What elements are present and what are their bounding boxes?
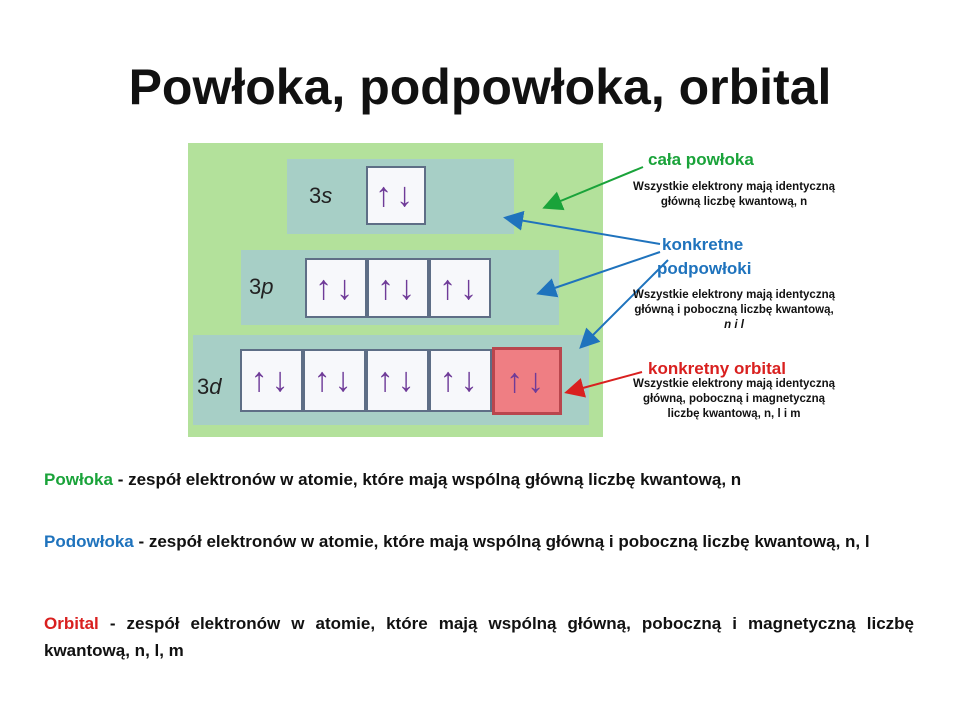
electron-pair-arrows: ↑↓ [250, 361, 293, 399]
orbital-annotation-heading: konkretny orbital [648, 359, 786, 378]
electron-pair-arrows: ↑↓ [376, 361, 419, 399]
electron-pair-arrows: ↑↓ [375, 176, 417, 214]
definition-shell [44, 466, 914, 493]
electron-pair-arrows: ↑↓ [313, 361, 356, 399]
subshell-annotation-heading: konkretne podpowłoki [657, 235, 752, 278]
row-3p-label: 3p [249, 274, 274, 299]
definition-orbital [44, 610, 914, 664]
electron-pair-arrows: ↑↓ [377, 268, 419, 307]
row-3s-label: 3s [309, 183, 333, 208]
definition-text: - zespół elektronów w atomie, które mają wspólną główną i poboczną liczbę kwantową, n, l [133, 532, 870, 551]
definition-term: Orbital [44, 614, 99, 633]
orbital-annotation-desc: Wszystkie elektrony mają identyczną główną, poboczną i magnetyczną liczbę kwantową, n, l i m [633, 378, 835, 420]
definition-subshell [44, 528, 914, 555]
definition-text: - zespół elektronów w atomie, które mają wspólną główną, poboczną i magnetyczną liczbę kwantową, n, l, m [44, 614, 914, 660]
subshell-annotation-desc: Wszystkie elektrony mają identyczną główną i poboczną liczbę kwantową, n i l [633, 289, 835, 331]
definition-term: Podowłoka [44, 532, 134, 551]
electron-pair-arrows: ↑↓ [439, 361, 482, 399]
page-title: Powłoka, podpowłoka, orbital [128, 59, 832, 115]
definition-term: Powłoka [44, 470, 113, 489]
subshell-arrow-3s [507, 218, 660, 244]
shell-annotation-desc: Wszystkie elektrony mają identyczną główną liczbę kwantową, n [633, 181, 835, 208]
definition-text: - zespół elektronów w atomie, które mają wspólną główną liczbę kwantową, n [112, 470, 742, 489]
electron-pair-arrows: ↑↓ [315, 268, 357, 307]
shell-annotation-heading: cała powłoka [648, 150, 754, 169]
electron-pair-arrows: ↑↓ [506, 361, 548, 400]
row-3d-label: 3d [197, 374, 222, 399]
electron-pair-arrows: ↑↓ [439, 268, 481, 307]
